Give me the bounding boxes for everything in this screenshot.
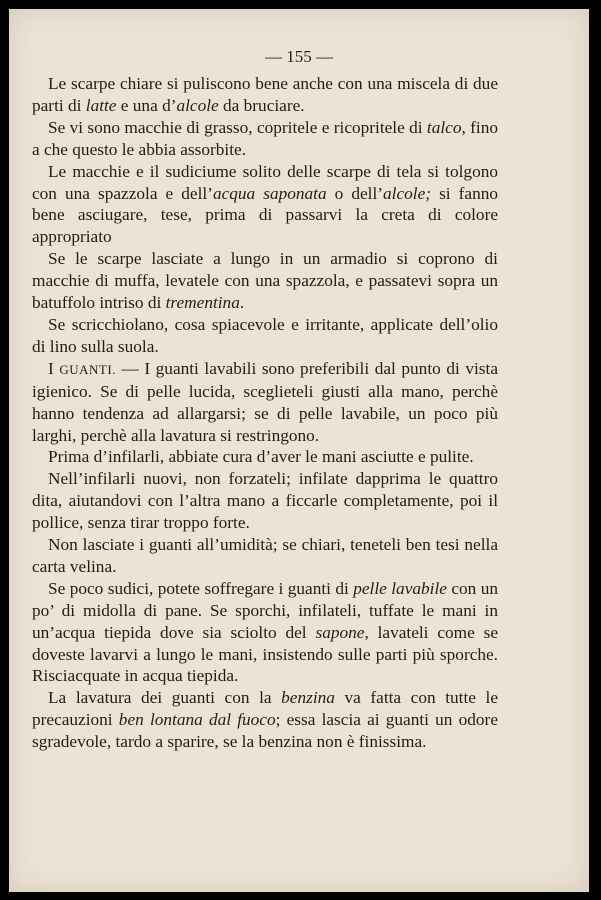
paragraph [32,161,498,249]
text-run: Le macchie e il sudiciume solito delle scarpe di tela si tolgono con una spazzola e dell’ [32,161,498,203]
text-run: Non lasciate i guanti all’umidità; se chiari, teneteli ben tesi nella carta velina. [32,535,498,576]
text-run: , lavateli come se doveste lavarvi a lungo le mani, insistendo sulle parti più sporche. Risciacquate in acqua tiepida. [32,622,498,686]
small-caps-run: GUANTI. [59,361,116,377]
text-run: da bruciare. [218,95,305,115]
paragraph [32,534,498,578]
page-number: — 155 — [265,47,333,66]
text-run: Se scricchiolano, cosa spiacevole e irritante, applicate dell’olio di lino sulla suola. [32,314,498,356]
text-run: Se le scarpe lasciate a lungo in un armadio si coprono di macchie di muffa, levatele con una spazzola, e passatevi sopra un batuffolo intriso di [32,249,498,313]
paragraph [32,117,498,161]
italic-run: acqua saponata [212,183,327,203]
text-run: Le scarpe chiare si puliscono bene anche con una miscela di due parti di [32,74,498,115]
text-run: , fino a che questo le abbia assorbite. [32,117,498,159]
paragraph [32,248,498,314]
text-run: I [48,358,60,378]
italic-run: alcole; [383,183,432,203]
italic-run: alcole [176,95,219,115]
text-run: o dell’ [326,183,384,203]
italic-run: latte [85,95,117,115]
italic-run: ben lontana dal fuoco [118,710,276,730]
italic-run: pelle lavabile [353,578,447,598]
text-run: si fanno bene asciugare, tese, prima di passarvi la creta di colore appropriato [32,183,498,247]
paragraph [32,468,498,534]
text-run: va fatta con tutte le precauzioni [32,688,498,730]
paragraph [32,578,498,688]
text-run: . [239,293,245,313]
paragraph [32,446,498,468]
text-run: e una d’ [116,95,177,115]
text-run: ; essa lascia ai guanti un odore sgradevole, tardo a sparire, se la benzina non è finissima. [32,710,498,752]
text-run: Nell’infilarli nuovi, non forzateli; infilate dapprima le quattro dita, aiutandovi con l’altra mano a ficcarle completamente, poi il pollice, senza tirar troppo forte. [32,469,498,533]
paragraph [32,73,498,117]
paragraph [32,358,498,447]
italic-run: sapone [315,622,365,642]
italic-run: benzina [281,688,335,708]
italic-run: trementina [165,293,240,313]
paragraph [32,314,498,358]
book-page [9,9,589,892]
text-run: — I guanti lavabili sono preferibili dal punto di vista igienico. Se di pelle lucida, sceglieteli giusti alla mano, perchè hanno tendenza ad allargarsi; se di pelle lavabile, un poco più larghi, perchè alla lavatura si restringono. [32,358,498,445]
text-run: Se poco sudici, potete soffregare i guanti di [48,578,354,598]
text-run: con un po’ di midolla di pane. Se sporchi, infilateli, tuffate le mani in un’acqua tiepida dove sia sciolto del [32,578,499,642]
text-run: Se vi sono macchie di grasso, copritele e ricopritele di [48,117,427,137]
text-run: Prima d’infilarli, abbiate cura d’aver le mani asciutte e pulite. [48,447,474,467]
text-run: La lavatura dei guanti con la [48,688,282,708]
body-text [32,73,498,753]
paragraph [32,687,498,753]
italic-run: talco [426,117,462,137]
